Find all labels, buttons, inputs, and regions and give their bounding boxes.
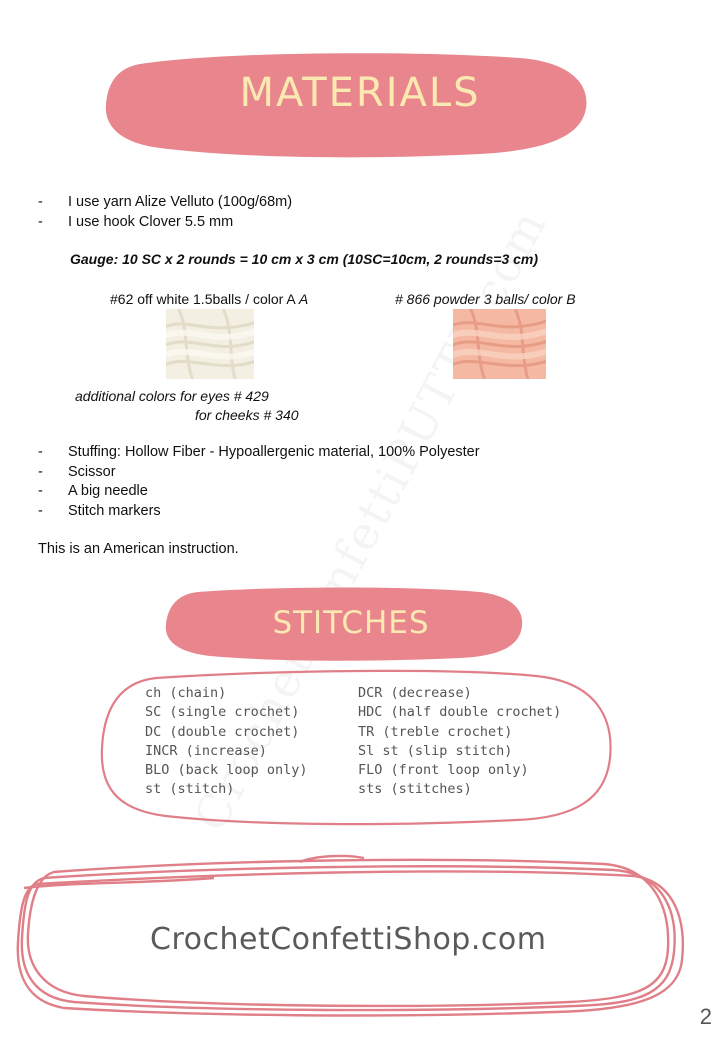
stitches-list-right: [358, 684, 561, 800]
stitches-title: STITCHES: [272, 605, 430, 641]
stitch-item: st (stitch): [145, 781, 235, 798]
color-a-label: [110, 291, 308, 307]
stitch-item: Sl st (slip stitch): [358, 742, 513, 759]
list-item: - Stuffing: Hollow Fiber - Hypoallergenic material, 100% Polyester: [38, 443, 480, 463]
additional-colors-line2: for cheeks # 340: [195, 407, 299, 423]
page-number: 2: [699, 1004, 712, 1029]
additional-colors-line1: additional colors for eyes # 429: [75, 388, 269, 404]
materials-top-list: [38, 193, 292, 232]
color-b-label: # 866 powder 3 balls/ color B: [395, 291, 576, 307]
stitch-item: FLO (front loop only): [358, 762, 529, 779]
materials-supplies-list: [38, 443, 480, 521]
yarn-a-image: [166, 309, 254, 379]
list-item: - Stitch markers: [38, 502, 480, 522]
stitch-item: BLO (back loop only): [145, 762, 308, 779]
stitch-item: INCR (increase): [145, 742, 267, 759]
stitch-item: HDC (half double crochet): [358, 704, 562, 721]
instruction-note: This is an American instruction.: [38, 541, 239, 557]
gauge-text: Gauge: 10 SC x 2 rounds = 10 cm x 3 cm (10SC=10cm, 2 rounds=3 cm): [70, 251, 539, 267]
materials-title: MATERIALS: [239, 70, 481, 116]
website-text: CrochetConfettiShop.com: [150, 922, 547, 957]
stitch-item: TR (treble crochet): [358, 723, 513, 740]
stitch-item: ch (chain): [145, 685, 227, 701]
list-item: - I use hook Clover 5.5 mm: [38, 213, 292, 233]
list-item: - Scissor: [38, 463, 480, 483]
stitch-item: DCR (decrease): [358, 685, 472, 701]
yarn-b-image: [453, 309, 546, 379]
list-item: - I use yarn Alize Velluto (100g/68m): [38, 193, 292, 213]
stitches-list-left: [145, 684, 308, 800]
stitch-item: SC (single crochet): [145, 704, 300, 721]
color-a-suffix: A: [298, 291, 309, 307]
list-item: - A big needle: [38, 482, 480, 502]
stitch-item: DC (double crochet): [145, 723, 300, 740]
color-a-text: #62 off white 1.5balls / color A: [110, 291, 295, 307]
stitch-item: sts (stitches): [358, 781, 472, 798]
